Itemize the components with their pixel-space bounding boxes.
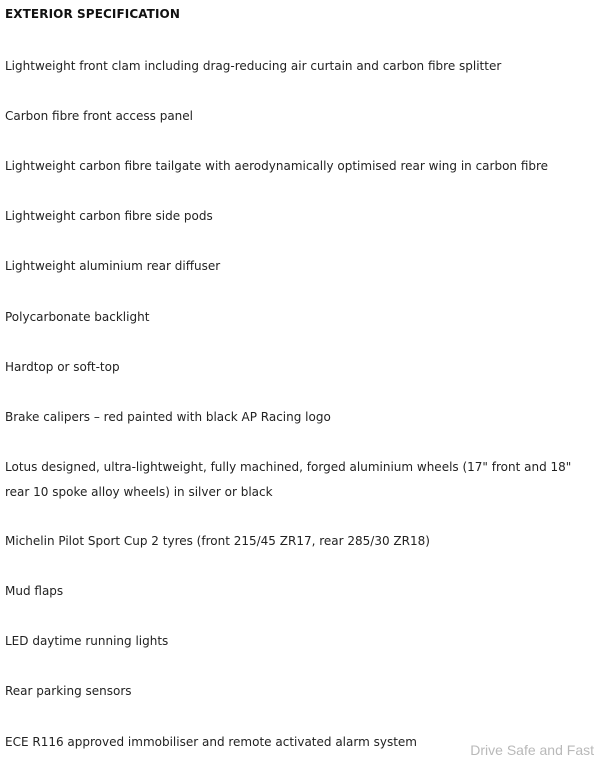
watermark-text: Drive Safe and Fast [470, 742, 594, 758]
section-heading: EXTERIOR SPECIFICATION [5, 7, 180, 21]
spec-item-mud-flaps: Mud flaps [5, 584, 64, 598]
spec-item-front-panel: Carbon fibre front access panel [5, 109, 193, 123]
spec-item-parking-sensors: Rear parking sensors [5, 684, 132, 698]
spec-item-backlight: Polycarbonate backlight [5, 310, 150, 324]
spec-item-front-clam: Lightweight front clam including drag-reducing air curtain and carbon fibre splitter [5, 59, 502, 73]
spec-item-rear-diffuser: Lightweight aluminium rear diffuser [5, 259, 221, 273]
spec-item-wheels: Lotus designed, ultra-lightweight, fully machined, forged aluminium wheels (17" front and 18" rear 10 spoke alloy wheels) in silver or black [5, 460, 572, 499]
spec-item-led-lights: LED daytime running lights [5, 634, 169, 648]
spec-item-side-pods: Lightweight carbon fibre side pods [5, 209, 213, 223]
spec-item-tyres: Michelin Pilot Sport Cup 2 tyres (front 215/45 ZR17, rear 285/30 ZR18) [5, 534, 430, 548]
spec-item-brake-calipers: Brake calipers – red painted with black AP Racing logo [5, 410, 331, 424]
spec-item-immobiliser: ECE R116 approved immobiliser and remote activated alarm system [5, 735, 417, 749]
spec-item-tailgate: Lightweight carbon fibre tailgate with aerodynamically optimised rear wing in carbon fibre [5, 159, 549, 173]
spec-item-roof: Hardtop or soft-top [5, 360, 120, 374]
